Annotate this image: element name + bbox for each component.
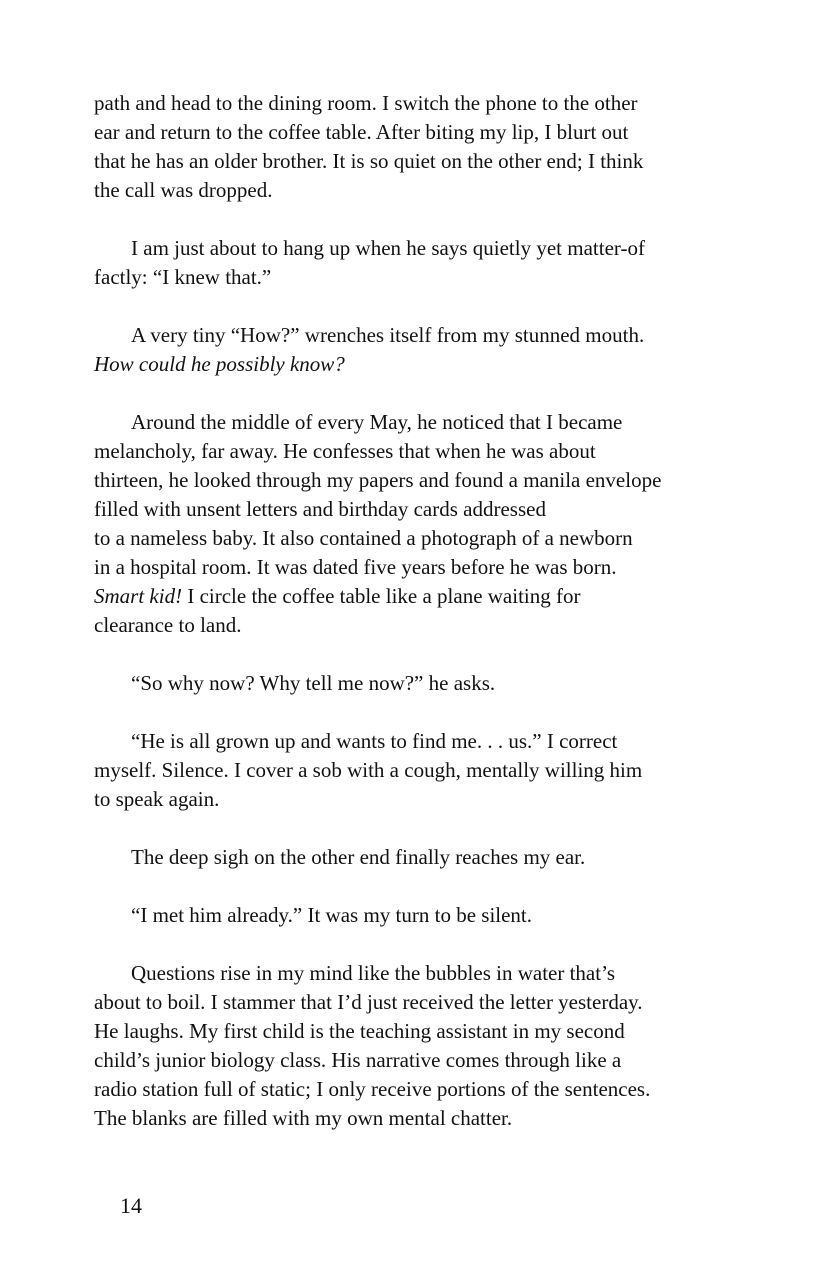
text-run: the call was dropped.	[94, 178, 273, 202]
text-run: to a nameless baby. It also contained a photograph of a newborn	[94, 526, 633, 550]
text-run: “So why now? Why tell me now?” he asks.	[131, 671, 496, 695]
text-line	[94, 582, 734, 611]
paragraph	[94, 959, 734, 1133]
text-line	[94, 147, 734, 176]
paragraph	[94, 321, 734, 379]
text-line	[94, 350, 734, 379]
italic-text-run: Smart kid!	[94, 584, 183, 608]
text-run: in a hospital room. It was dated five years before he was born.	[94, 555, 617, 579]
paragraph	[94, 727, 734, 814]
text-run: The blanks are filled with my own mental chatter.	[94, 1106, 513, 1130]
text-run: melancholy, far away. He confesses that when he was about	[94, 439, 596, 463]
text-run: clearance to land.	[94, 613, 242, 637]
text-line	[94, 321, 734, 350]
text-line	[94, 1046, 734, 1075]
paragraph	[94, 408, 734, 640]
text-run: He laughs. My first child is the teaching assistant in my second	[94, 1019, 625, 1043]
text-run: factly: “I knew that.”	[94, 265, 272, 289]
text-line	[94, 89, 734, 118]
paragraph	[94, 234, 734, 292]
text-line	[94, 756, 734, 785]
text-line	[94, 553, 734, 582]
page-number: 14	[120, 1193, 142, 1218]
paragraph	[94, 843, 734, 872]
text-line	[94, 843, 734, 872]
text-run: “I met him already.” It was my turn to be silent.	[131, 903, 533, 927]
text-run: The deep sigh on the other end finally reaches my ear.	[131, 845, 586, 869]
text-run: filled with unsent letters and birthday cards addressed	[94, 497, 546, 521]
text-run: to speak again.	[94, 787, 220, 811]
text-line	[94, 1017, 734, 1046]
text-line	[94, 176, 734, 205]
paragraph	[94, 901, 734, 930]
text-line	[94, 611, 734, 640]
text-run: that he has an older brother. It is so quiet on the other end; I think	[94, 149, 644, 173]
text-run: thirteen, he looked through my papers and found a manila envelope	[94, 468, 662, 492]
text-run: radio station full of static; I only receive portions of the sentences.	[94, 1077, 651, 1101]
text-line	[94, 959, 734, 988]
text-line	[94, 901, 734, 930]
text-run: myself. Silence. I cover a sob with a cough, mentally willing him	[94, 758, 643, 782]
text-line	[94, 727, 734, 756]
text-line	[94, 466, 734, 495]
paragraph	[94, 89, 734, 205]
text-line	[94, 118, 734, 147]
text-line	[94, 988, 734, 1017]
text-run: Questions rise in my mind like the bubbles in water that’s	[131, 961, 616, 985]
text-line	[94, 1075, 734, 1104]
text-run: about to boil. I stammer that I’d just received the letter yesterday.	[94, 990, 643, 1014]
text-line	[94, 234, 734, 263]
text-run: I am just about to hang up when he says quietly yet matter-of	[131, 236, 645, 260]
text-run: “He is all grown up and wants to find me. . . us.” I correct	[131, 729, 618, 753]
page-body	[94, 89, 734, 1162]
text-run: I circle the coffee table like a plane waiting for	[182, 584, 581, 608]
text-line	[94, 495, 734, 524]
text-line	[94, 524, 734, 553]
text-run: path and head to the dining room. I switch the phone to the other	[94, 91, 638, 115]
text-line	[94, 1104, 734, 1133]
text-line	[94, 437, 734, 466]
italic-text-run: How could he possibly know?	[94, 352, 345, 376]
text-line	[94, 408, 734, 437]
text-run: Around the middle of every May, he noticed that I became	[131, 410, 623, 434]
text-run: ear and return to the coffee table. After biting my lip, I blurt out	[94, 120, 629, 144]
text-run: A very tiny “How?” wrenches itself from my stunned mouth.	[131, 323, 645, 347]
text-run: child’s junior biology class. His narrative comes through like a	[94, 1048, 622, 1072]
text-line	[94, 669, 734, 698]
text-line	[94, 785, 734, 814]
text-line	[94, 263, 734, 292]
paragraph	[94, 669, 734, 698]
